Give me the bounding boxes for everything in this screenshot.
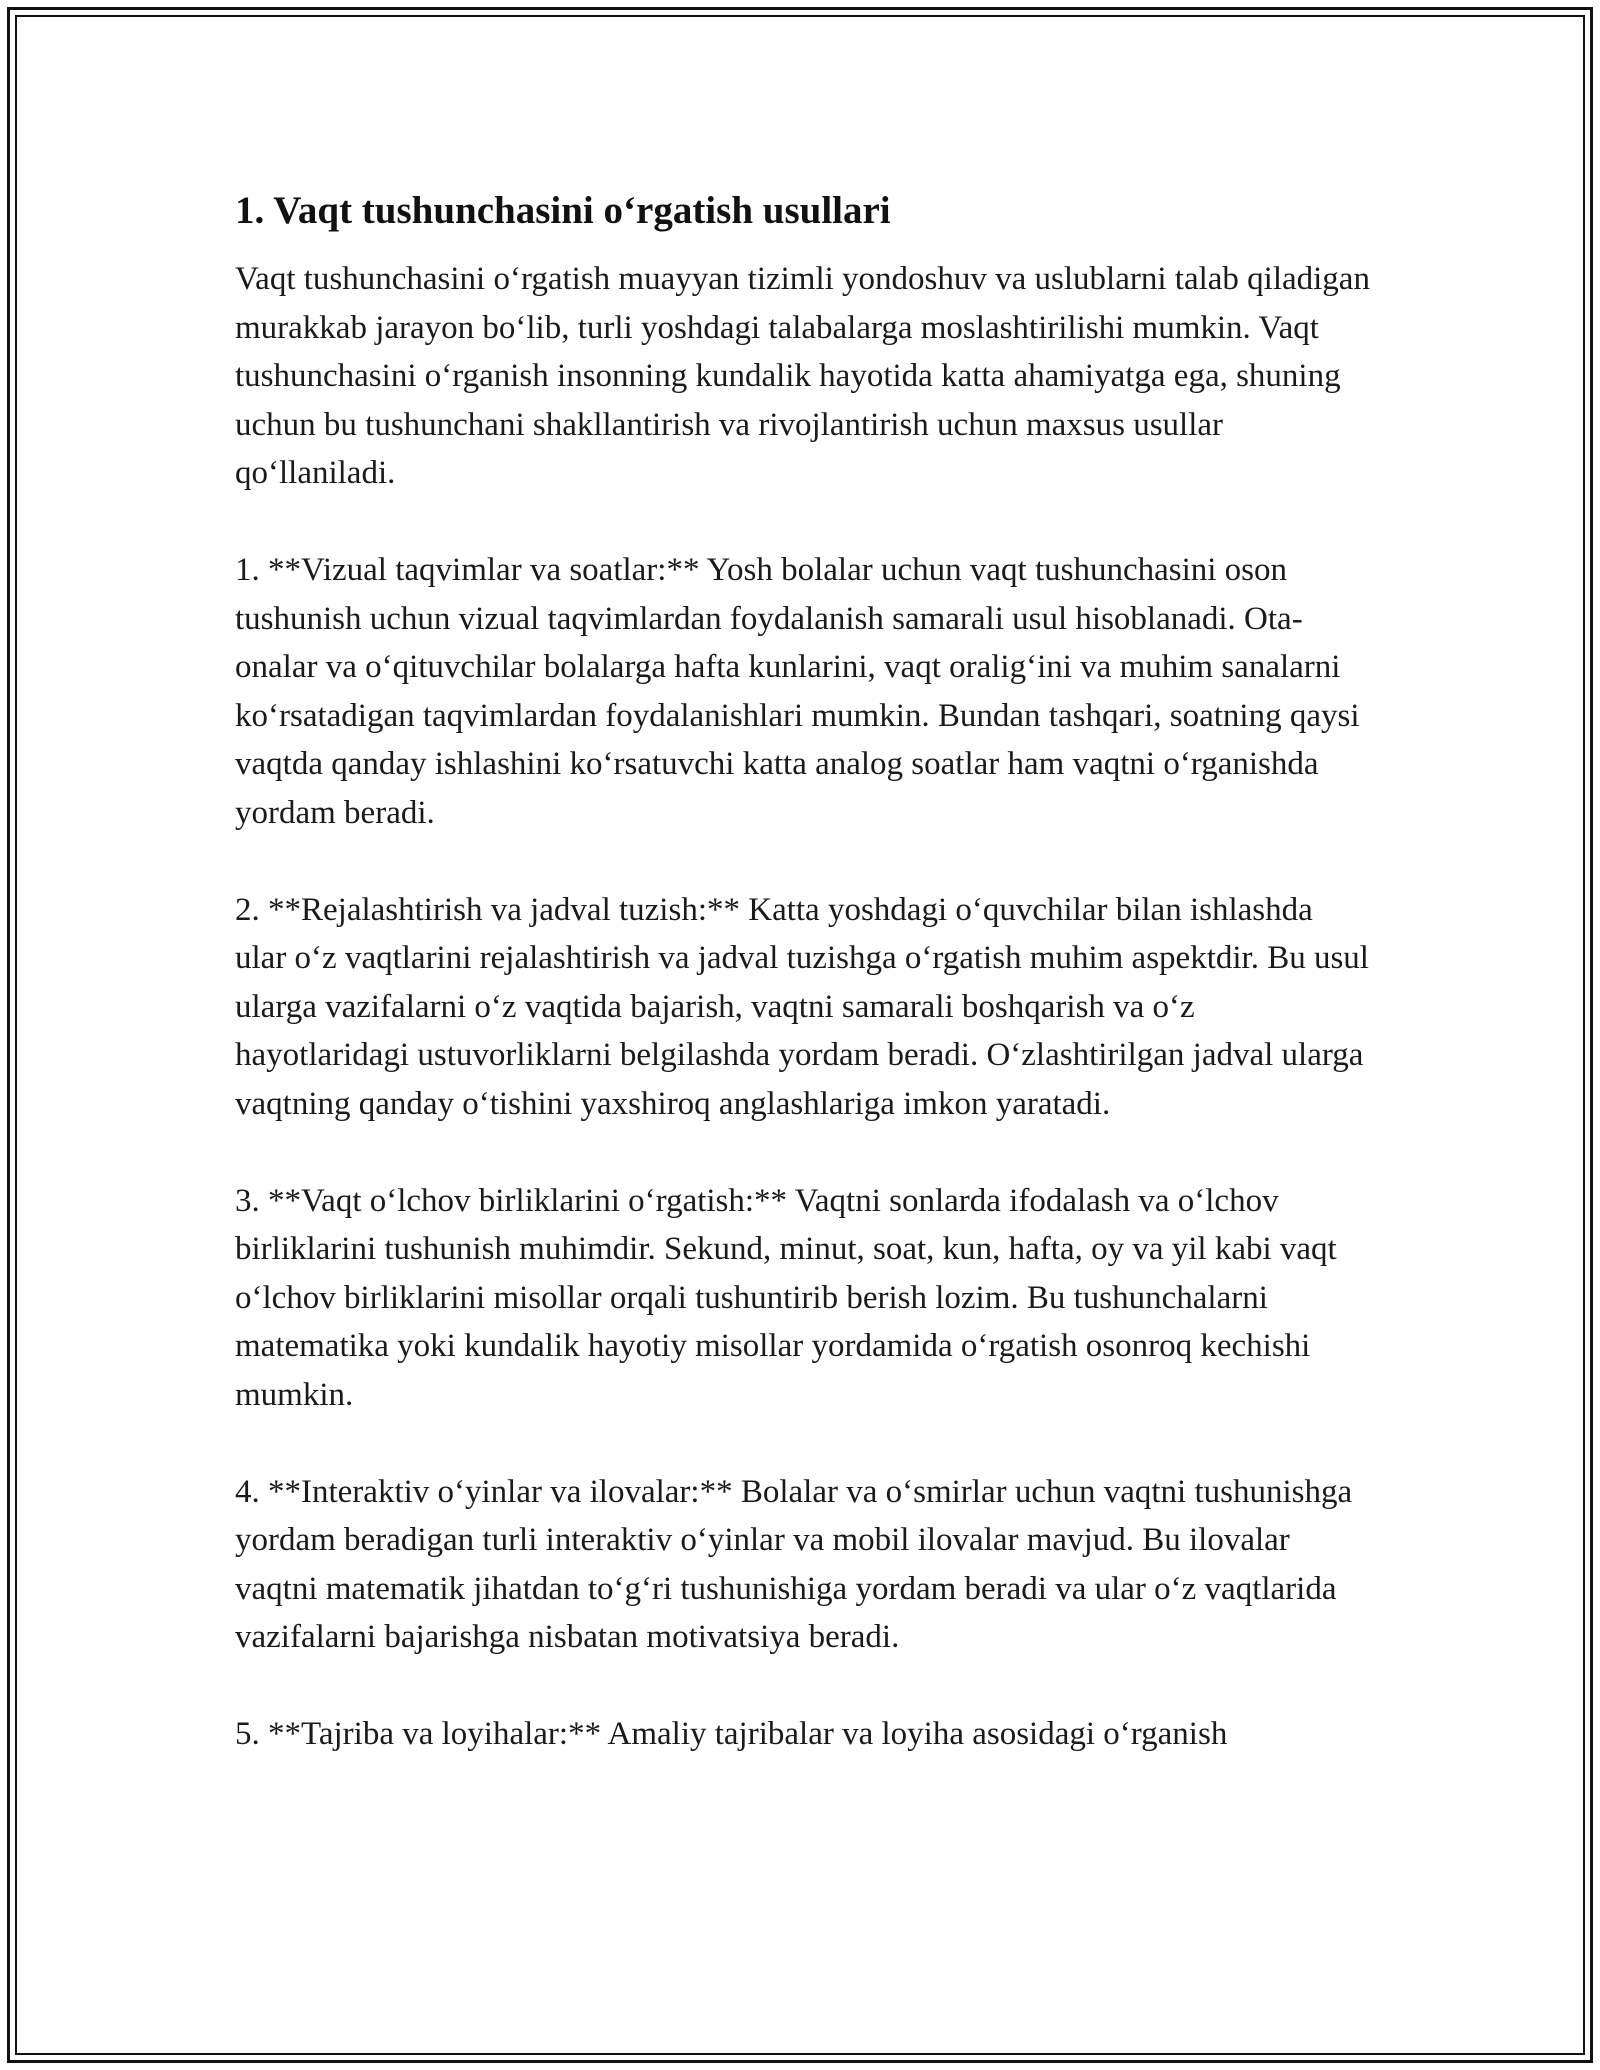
document-body <box>235 185 1370 1759</box>
method-5-paragraph: 5. **Tajriba va loyihalar:** Amaliy tajribalar va loyiha asosidagi o‘rganish <box>235 1716 1228 1752</box>
document-title: 1. Vaqt tushunchasini o‘rgatish usullari <box>235 189 891 232</box>
method-3-paragraph: 3. **Vaqt o‘lchov birliklarini o‘rgatish:** Vaqtni sonlarda ifodalash va o‘lchov birliklarini tushunish muhimdir. Sekund, minut, soat, kun, hafta, oy va yil kabi vaqt o‘lchov birliklarini misollar orqali tushuntirib berish lozim. Bu tushunchalarni matematika yoki kundalik hayotiy misollar yordamida o‘rgatish osonroq kechishi mumkin. <box>235 1182 1337 1413</box>
method-4-paragraph: 4. **Interaktiv o‘yinlar va ilovalar:** Bolalar va o‘smirlar uchun vaqtni tushunishga yordam beradigan turli interaktiv o‘yinlar va mobil ilovalar mavjud. Bu ilovalar vaqtni matematik jihatdan to‘g‘ri tushunishiga yordam beradi va ular o‘z vaqtlarida vazifalarni bajarishga nisbatan motivatsiya beradi. <box>235 1473 1353 1655</box>
method-2-paragraph: 2. **Rejalashtirish va jadval tuzish:** Katta yoshdagi o‘quvchilar bilan ishlashda ular o‘z vaqtlarini rejalashtirish va jadval tuzishga o‘rgatish muhim aspektdir. Bu usul ularga vazifalarni o‘z vaqtida bajarish, vaqtni samarali boshqarish va o‘z hayotlaridagi ustuvorliklarni belgilashda yordam beradi. O‘zlashtirilgan jadval ularga vaqtning qanday o‘tishini yaxshiroq anglashlariga imkon yaratadi. <box>235 891 1369 1122</box>
intro-paragraph: Vaqt tushunchasini o‘rgatish muayyan tizimli yondoshuv va uslublarni talab qiladigan murakkab jarayon bo‘lib, turli yoshdagi talabalarga moslashtirilishi mumkin. Vaqt tushunchasini o‘rganish insonning kundalik hayotida katta ahamiyatga ega, shuning uchun bu tushunchani shakllantirish va rivojlantirish uchun maxsus usullar qo‘llaniladi. <box>235 261 1370 491</box>
method-1-paragraph: 1. **Vizual taqvimlar va soatlar:** Yosh bolalar uchun vaqt tushunchasini oson tushunish uchun vizual taqvimlardan foydalanish samarali usul hisoblanadi. Ota-onalar va o‘qituvchilar bolalarga hafta kunlarini, vaqt oralig‘ini va muhim sanalarni ko‘rsatadigan taqvimlardan foydalanishlari mumkin. Bundan tashqari, soatning qaysi vaqtda qanday ishlashini ko‘rsatuvchi katta analog soatlar ham vaqtni o‘rganishda yordam beradi. <box>235 552 1360 831</box>
